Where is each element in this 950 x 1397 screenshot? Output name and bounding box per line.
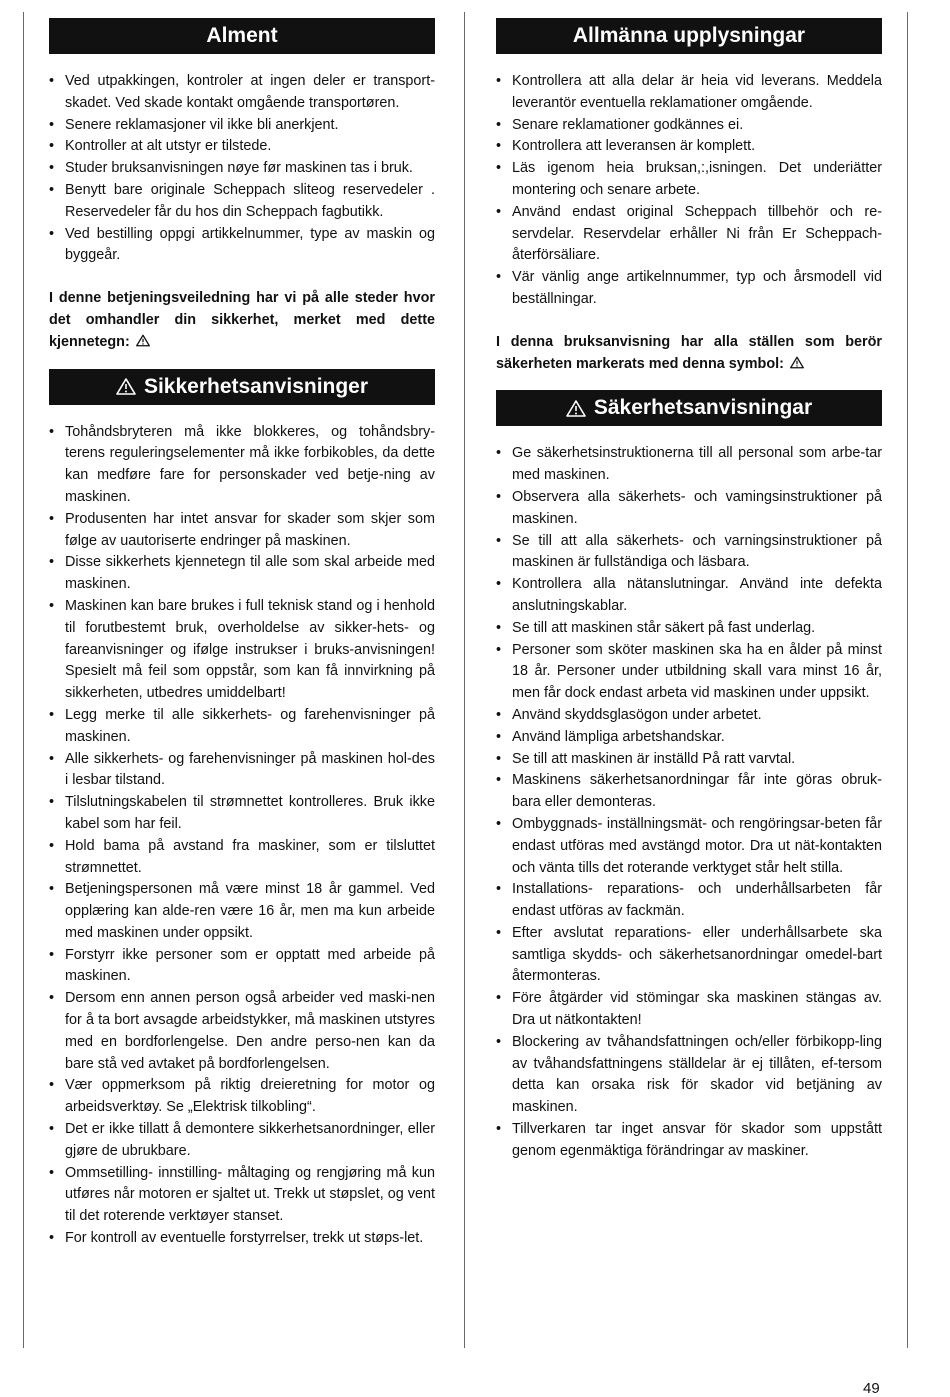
list-item: • Tillverkaren tar inget ansvar för skador som uppstått genom egenmäktiga förändringar av maskiner.	[496, 1119, 882, 1163]
safety-symbol-note	[49, 288, 435, 353]
section-heading-text: Alment	[206, 24, 278, 47]
list-item: • Ved utpakkingen, kontroler at ingen deler er transport-skadet. Ved skade kontakt omgående transportøren.	[49, 71, 435, 115]
list-item: • Ombyggnads- inställningsmät- och rengöringsar-beten får endast utföras med avstängd motor. Dra ut nät-kontakten och vänta tills det roterande verktyget står helt stilla.	[496, 814, 882, 879]
list-item: • Vär vänlig ange artikelnnummer, typ och årsmodell vid beställningar.	[496, 267, 882, 311]
list-item: • Benytt bare originale Scheppach sliteog reservedeler . Reservedeler får du hos din Scheppach fagbutikk.	[49, 180, 435, 224]
list-item: • Se till att alla säkerhets- och varningsinstruktioner på maskinen är fullständiga och läsbara.	[496, 531, 882, 575]
right-column	[496, 18, 882, 1163]
general-info-list	[496, 71, 882, 311]
section-heading-text: Sikkerhetsanvisninger	[143, 374, 369, 398]
list-item: • Legg merke til alle sikkerhets- og farehenvisninger på maskinen.	[49, 705, 435, 749]
list-item: • For kontroll av eventuelle forstyrrelser, trekk ut støps-let.	[49, 1228, 435, 1250]
section-heading-sikkerhetsanvisninger	[49, 369, 435, 405]
list-item: • Vær oppmerksom på riktig dreieretning for motor og arbeidsverktøy. Se „Elektrisk tilkobling“.	[49, 1075, 435, 1119]
safety-note-text: I denna bruksanvisning har alla ställen som berör säkerheten markerats med denna symbol:	[496, 333, 882, 372]
right-margin-rule	[907, 12, 908, 1348]
section-heading-allmanna-upplysningar	[496, 18, 882, 54]
section-heading-alment	[49, 18, 435, 54]
list-item: • Kontrollera att leveransen är komplett.	[496, 136, 882, 158]
list-item: • Blockering av tvåhandsfattningen och/eller förbikopp-ling av tvåhandsfattningens ställdelar är ej tillåten, ef-tersom detta kan orsaka risk för skador vid betjäning av maskinen.	[496, 1032, 882, 1119]
list-item: • Det er ikke tillatt å demontere sikkerhetsanordninger, eller gjøre de ubrukbare.	[49, 1119, 435, 1163]
list-item: • Senere reklamasjoner vil ikke bli anerkjent.	[49, 115, 435, 137]
list-item: • Personer som sköter maskinen ska ha en ålder på minst 18 år. Personer under utbildning skall vara minst 16 år, men får dock endast arbeta vid maskinen under uppsikt.	[496, 640, 882, 705]
list-item: • Använd lämpliga arbetshandskar.	[496, 727, 882, 749]
list-item: • Kontroller at alt utstyr er tilstede.	[49, 136, 435, 158]
list-item: • Kontrollera att alla delar är heia vid leverans. Meddela leverantör eventuella reklamationer omgående.	[496, 71, 882, 115]
list-item: • Forstyrr ikke personer som er opptatt med arbeide på maskinen.	[49, 945, 435, 989]
list-item: • Använd endast original Scheppach tillbehör och re-servdelar. Reservdelar erhåller Ni från Er Scheppach-återförsäliare.	[496, 202, 882, 267]
list-item: • Observera alla säkerhets- och vamingsinstruktioner på maskinen.	[496, 487, 882, 531]
list-item: • Tohåndsbryteren må ikke blokkeres, og tohåndsbry-terens reguleringselementer må ikke forbikobles, da dette kan medføre fare for personskader ved betje-ning av maskinen.	[49, 422, 435, 509]
list-item: • Disse sikkerhets kjennetegn til alle som skal arbeide med maskinen.	[49, 552, 435, 596]
list-item: • Se till att maskinen är inställd På ratt varvtal.	[496, 749, 882, 771]
page-number: 49	[863, 1380, 880, 1397]
list-item: • Tilslutningskabelen til strømnettet kontrolleres. Bruk ikke kabel som har feil.	[49, 792, 435, 836]
list-item: • Maskinen kan bare brukes i full teknisk stand og i henhold til forutbestemt bruk, overholdelse av sikker-hets- og fareanvisninger og ifølge instrukser i bruks-anvisningen! Spesielt må feil som oppstår, som kan få innvirkning på sikkerheten, utbedres umiddelbart!	[49, 596, 435, 705]
section-heading-text: Säkerhetsanvisningar	[593, 396, 813, 420]
safety-symbol-note	[496, 332, 882, 376]
safety-note-text: I denne betjeningsveiledning har vi på alle steder hvor det omhandler din sikkerhet, merket med dette kjennetegn:	[49, 290, 435, 350]
list-item: • Maskinens säkerhetsanordningar får inte göras obruk-bara eller demonteras.	[496, 770, 882, 814]
list-item: • Ommsetilling- innstilling- måltaging og rengjøring må kun utføres når motoren er sjaltet ut. Trekk ut støpslet, og vent til det roterende verktøyer stanset.	[49, 1163, 435, 1228]
list-item: • Ved bestilling oppgi artikkelnummer, type av maskin og byggeår.	[49, 224, 435, 268]
list-item: • Alle sikkerhets- og farehenvisninger på maskinen hol-des i lesbar tilstand.	[49, 749, 435, 793]
list-item: • Läs igenom heia bruksan,:,isningen. Det underiätter montering och senare arbete.	[496, 158, 882, 202]
safety-instructions-list	[496, 443, 882, 1162]
list-item: • Hold bama på avstand fra maskiner, som er tilsluttet strømnettet.	[49, 836, 435, 880]
left-margin-rule	[23, 12, 24, 1348]
list-item: • Senare reklamationer godkännes ei.	[496, 115, 882, 137]
list-item: • Installations- reparations- och underhållsarbeten får endast utföras av fackmän.	[496, 879, 882, 923]
list-item: • Se till att maskinen står säkert på fast underlag.	[496, 618, 882, 640]
list-item: • Efter avslutat reparations- eller underhållsarbete ska samtliga skydds- och säkerhetsanordningar omedel-bart återmonteras.	[496, 923, 882, 988]
list-item: • Produsenten har intet ansvar for skader som skjer som følge av uautoriserte endringer på maskinen.	[49, 509, 435, 553]
section-heading-sakerhetsanvisningar	[496, 390, 882, 426]
safety-instructions-list	[49, 422, 435, 1250]
left-column	[49, 18, 435, 1250]
center-column-rule	[464, 12, 465, 1348]
warning-triangle-icon	[116, 377, 136, 396]
list-item: • Ge säkerhetsinstruktionerna till all personal som arbe-tar med maskinen.	[496, 443, 882, 487]
list-item: • Använd skyddsglasögon under arbetet.	[496, 705, 882, 727]
list-item: • Betjeningspersonen må være minst 18 år gammel. Ved opplæring kan alde-ren være 16 år, men ma kun arbeide med maskinen under oppsikt.	[49, 879, 435, 944]
section-heading-text: Allmänna upplysningar	[572, 24, 806, 47]
list-item: • Före åtgärder vid stömingar ska maskinen stängas av. Dra ut nätkontakten!	[496, 988, 882, 1032]
list-item: • Dersom enn annen person også arbeider ved maski-nen for å ta bort avsagde arbeidstykker, må maskinen utstyres med en bordforlengelse. Den andre perso-nen kan da bare stå ved avtaket på bordforlengelsen.	[49, 988, 435, 1075]
warning-triangle-icon	[790, 356, 804, 369]
warning-triangle-icon	[566, 399, 586, 418]
warning-triangle-icon	[136, 334, 150, 347]
list-item: • Kontrollera alla nätanslutningar. Använd inte defekta anslutningskablar.	[496, 574, 882, 618]
list-item: • Studer bruksanvisningen nøye før maskinen tas i bruk.	[49, 158, 435, 180]
general-info-list	[49, 71, 435, 267]
